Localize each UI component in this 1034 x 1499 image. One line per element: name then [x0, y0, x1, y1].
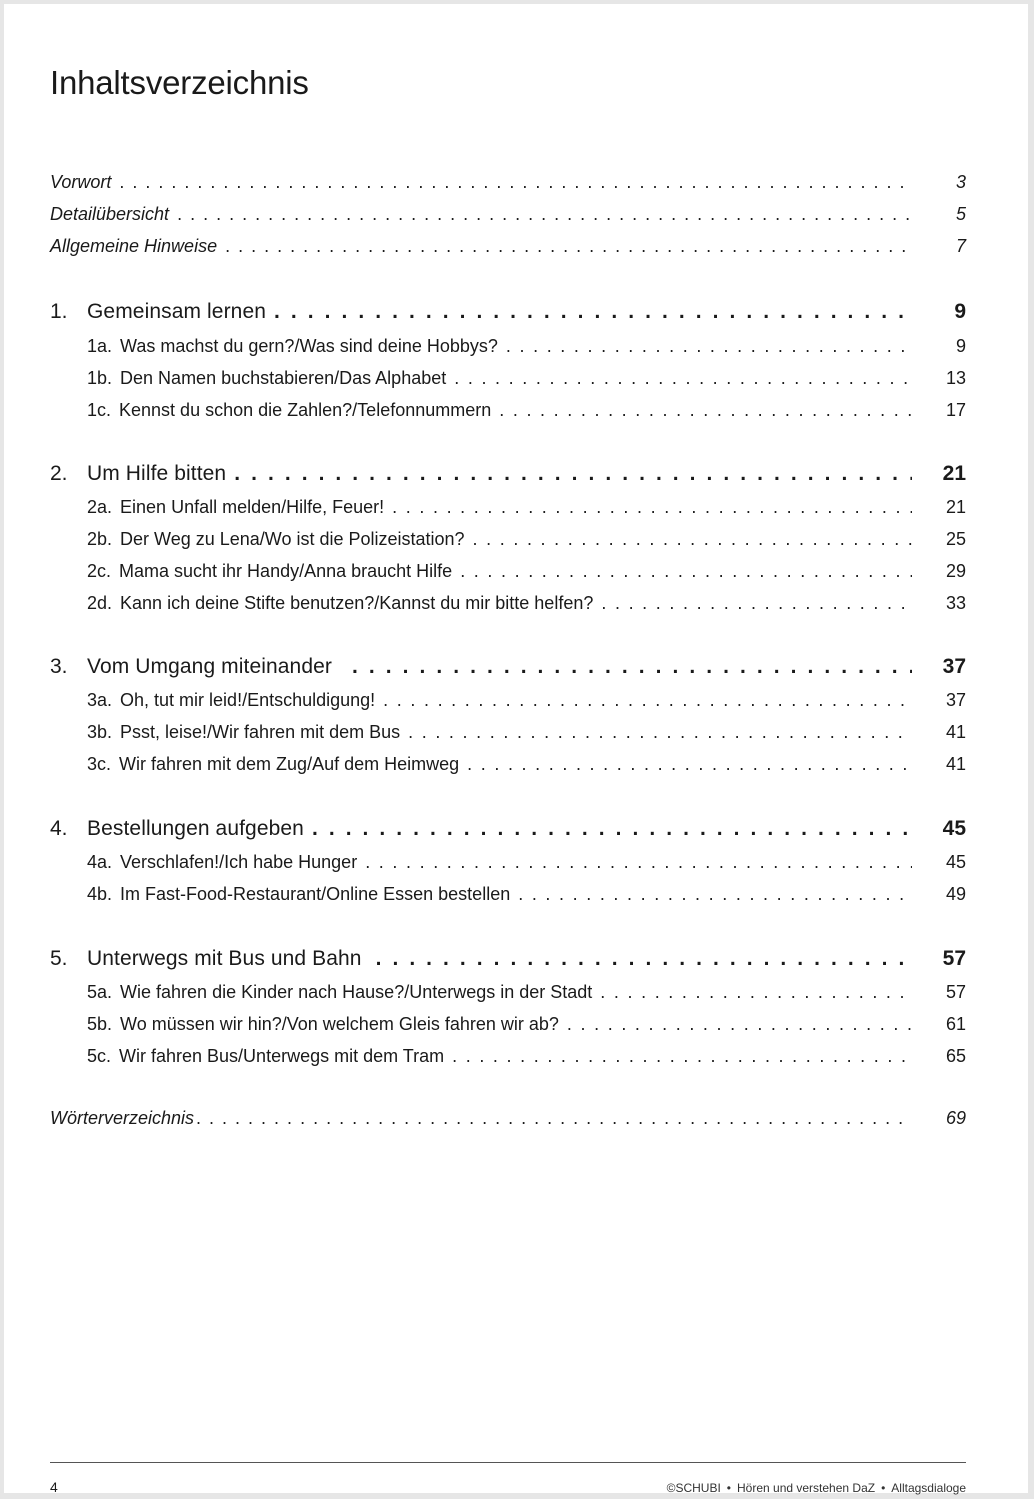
section-code: 3a. [87, 690, 113, 710]
document-page [4, 4, 1028, 1493]
section-title: Den Namen buchstabieren/Das Alphabet [120, 368, 447, 388]
toc-page-number: 13 [945, 368, 966, 388]
section-code: 2c. [87, 561, 112, 581]
dot-leader [499, 400, 912, 421]
dot-leader [383, 690, 912, 711]
section-title: Verschlafen!/Ich habe Hunger [120, 852, 358, 872]
dot-leader [467, 754, 912, 775]
dot-leader [506, 336, 912, 357]
dot-leader [452, 1046, 912, 1067]
toc-page-number: 69 [945, 1108, 966, 1128]
chapter-number: 1. [50, 300, 68, 323]
toc-section-1b [50, 368, 966, 389]
toc-section-3c [50, 754, 966, 775]
toc-page-number: 29 [945, 561, 966, 581]
page-title: Inhaltsverzeichnis [50, 64, 309, 101]
toc-page-number: 41 [945, 722, 966, 742]
chapter-number: 4. [50, 817, 68, 840]
dot-leader [567, 1014, 912, 1035]
toc-section-5b [50, 1014, 966, 1035]
toc-section-3a [50, 690, 966, 711]
section-code: 3b. [87, 722, 113, 742]
toc-entry-label: Detailübersicht [50, 204, 170, 224]
toc-page-number: 3 [955, 172, 966, 192]
toc-page-number: 65 [945, 1046, 966, 1066]
chapter-title: Vom Umgang miteinander [87, 655, 332, 678]
section-title: Psst, leise!/Wir fahren mit dem Bus [120, 722, 401, 742]
toc-section-4b [50, 884, 966, 905]
toc-section-2b [50, 529, 966, 550]
section-code: 1c. [87, 400, 112, 420]
section-title: Oh, tut mir leid!/Entschuldigung! [120, 690, 376, 710]
dot-leader [376, 947, 912, 971]
toc-page-number: 21 [942, 462, 966, 485]
toc-chapter-1 [50, 300, 966, 324]
section-code: 1b. [87, 368, 113, 388]
chapter-title: Unterwegs mit Bus und Bahn [87, 947, 362, 970]
section-title: Wie fahren die Kinder nach Hause?/Unterwegs in der Stadt [120, 982, 593, 1002]
footer-separator: • [726, 1481, 731, 1495]
toc-section-5a [50, 982, 966, 1003]
toc-entry-woerterverzeichnis [50, 1108, 966, 1129]
chapter-number: 5. [50, 947, 68, 970]
section-code: 1a. [87, 336, 113, 356]
section-code: 3c. [87, 754, 112, 774]
toc-page-number: 21 [945, 497, 966, 517]
dot-leader [196, 1108, 912, 1129]
section-title: Der Weg zu Lena/Wo ist die Polizeistation? [120, 529, 465, 549]
toc-section-5c [50, 1046, 966, 1067]
dot-leader [460, 561, 912, 582]
toc-entry-detailuebersicht [50, 204, 966, 225]
toc-chapter-5 [50, 947, 966, 971]
section-code: 5c. [87, 1046, 112, 1066]
toc-page-number: 9 [955, 336, 966, 356]
section-code: 2d. [87, 593, 113, 613]
toc-entry-allgemeine-hinweise [50, 236, 966, 257]
dot-leader [473, 529, 912, 550]
footer-separator: • [881, 1481, 886, 1495]
toc-section-1a [50, 336, 966, 357]
chapter-title: Gemeinsam lernen [87, 300, 267, 323]
dot-leader [225, 236, 912, 257]
section-title: Kennst du schon die Zahlen?/Telefonnummern [119, 400, 492, 420]
section-title: Wir fahren Bus/Unterwegs mit dem Tram [119, 1046, 445, 1066]
chapter-number: 2. [50, 462, 68, 485]
section-code: 4b. [87, 884, 113, 904]
toc-entry-label: Allgemeine Hinweise [50, 236, 218, 256]
toc-page-number: 17 [945, 400, 966, 420]
dot-leader [365, 852, 912, 873]
toc-page-number: 57 [942, 947, 966, 970]
toc-section-1c [50, 400, 966, 421]
dot-leader [454, 368, 912, 389]
footer-publisher: ©SCHUBI [666, 1481, 721, 1495]
dot-leader [601, 593, 912, 614]
toc-section-2d [50, 593, 966, 614]
section-code: 2a. [87, 497, 113, 517]
section-code: 4a. [87, 852, 113, 872]
toc-section-2c [50, 561, 966, 582]
toc-page-number: 45 [942, 817, 966, 840]
toc-entry-vorwort [50, 172, 966, 193]
dot-leader [234, 462, 912, 486]
section-title: Wo müssen wir hin?/Von welchem Gleis fahren wir ab? [120, 1014, 559, 1034]
dot-leader [392, 497, 912, 518]
dot-leader [408, 722, 912, 743]
toc-page-number: 45 [945, 852, 966, 872]
section-code: 5b. [87, 1014, 113, 1034]
toc-page-number: 37 [945, 690, 966, 710]
footer-divider [50, 1462, 966, 1463]
section-title: Mama sucht ihr Handy/Anna braucht Hilfe [119, 561, 453, 581]
toc-section-2a [50, 497, 966, 518]
section-title: Kann ich deine Stifte benutzen?/Kannst du mir bitte helfen? [120, 593, 594, 613]
toc-page-number: 49 [945, 884, 966, 904]
toc-page-number: 57 [945, 982, 966, 1002]
toc-chapter-2 [50, 462, 966, 486]
footer-volume: Alltagsdialoge [891, 1481, 966, 1495]
toc-page-number: 5 [955, 204, 966, 224]
section-title: Was machst du gern?/Was sind deine Hobbys? [120, 336, 498, 356]
toc-page-number: 37 [942, 655, 966, 678]
section-title: Im Fast-Food-Restaurant/Online Essen bestellen [120, 884, 511, 904]
toc-page-number: 25 [945, 529, 966, 549]
dot-leader [177, 204, 912, 225]
toc-page-number: 41 [945, 754, 966, 774]
chapter-number: 3. [50, 655, 68, 678]
toc-entry-label: Wörterverzeichnis [50, 1108, 195, 1128]
section-title: Wir fahren mit dem Zug/Auf dem Heimweg [119, 754, 460, 774]
dot-leader [119, 172, 912, 193]
dot-leader [352, 655, 912, 679]
toc-page-number: 7 [955, 236, 966, 256]
toc-chapter-3 [50, 655, 966, 679]
chapter-title: Um Hilfe bitten [87, 462, 227, 485]
section-title: Einen Unfall melden/Hilfe, Feuer! [120, 497, 385, 517]
dot-leader [600, 982, 912, 1003]
toc-entry-label: Vorwort [50, 172, 112, 192]
toc-page-number: 33 [945, 593, 966, 613]
chapter-title: Bestellungen aufgeben [87, 817, 304, 840]
toc-page-number: 9 [954, 300, 966, 323]
dot-leader [518, 884, 912, 905]
toc-chapter-4 [50, 817, 966, 841]
dot-leader [312, 817, 912, 841]
toc-section-3b [50, 722, 966, 743]
dot-leader [274, 300, 912, 324]
footer-series: Hören und verstehen DaZ [737, 1481, 876, 1495]
toc-page-number: 61 [945, 1014, 966, 1034]
toc-section-4a [50, 852, 966, 873]
section-code: 5a. [87, 982, 113, 1002]
footer-credits [667, 1481, 966, 1495]
footer-page-number: 4 [50, 1479, 58, 1495]
section-code: 2b. [87, 529, 113, 549]
